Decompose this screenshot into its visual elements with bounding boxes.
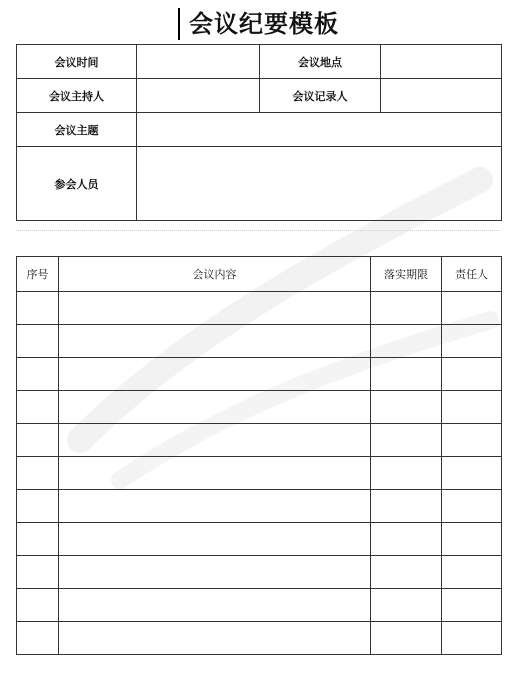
- attendees-field[interactable]: [137, 147, 502, 221]
- section-divider: [16, 230, 501, 231]
- table-row: [17, 589, 502, 622]
- deadline-cell[interactable]: [371, 490, 442, 523]
- meeting-info-table: [16, 44, 502, 221]
- number-cell[interactable]: [17, 589, 59, 622]
- table-row: [17, 325, 502, 358]
- deadline-cell[interactable]: [371, 556, 442, 589]
- number-cell[interactable]: [17, 556, 59, 589]
- topic-field[interactable]: [137, 113, 502, 147]
- content-cell[interactable]: [59, 457, 371, 490]
- responsible-cell[interactable]: [442, 622, 502, 655]
- content-cell[interactable]: [59, 325, 371, 358]
- responsible-cell[interactable]: [442, 358, 502, 391]
- location-label: 会议地点: [260, 45, 381, 79]
- deadline-cell[interactable]: [371, 424, 442, 457]
- responsible-cell[interactable]: [442, 457, 502, 490]
- content-cell[interactable]: [59, 292, 371, 325]
- table-row: [17, 358, 502, 391]
- location-field[interactable]: [381, 45, 502, 79]
- number-cell[interactable]: [17, 523, 59, 556]
- table-row: [17, 556, 502, 589]
- host-field[interactable]: [137, 79, 260, 113]
- header-responsible: 责任人: [442, 257, 502, 292]
- time-field[interactable]: [137, 45, 260, 79]
- meeting-content-table: [16, 256, 502, 655]
- number-cell[interactable]: [17, 622, 59, 655]
- time-label: 会议时间: [17, 45, 137, 79]
- number-cell[interactable]: [17, 457, 59, 490]
- table-row: [17, 391, 502, 424]
- responsible-cell[interactable]: [442, 523, 502, 556]
- content-cell[interactable]: [59, 424, 371, 457]
- number-cell[interactable]: [17, 391, 59, 424]
- text-cursor: [178, 8, 180, 40]
- host-label: 会议主持人: [17, 79, 137, 113]
- content-cell[interactable]: [59, 556, 371, 589]
- number-cell[interactable]: [17, 325, 59, 358]
- content-cell[interactable]: [59, 358, 371, 391]
- deadline-cell[interactable]: [371, 391, 442, 424]
- responsible-cell[interactable]: [442, 589, 502, 622]
- table-row: [17, 490, 502, 523]
- content-rows: [17, 292, 502, 655]
- deadline-cell[interactable]: [371, 457, 442, 490]
- deadline-cell[interactable]: [371, 292, 442, 325]
- responsible-cell[interactable]: [442, 490, 502, 523]
- deadline-cell[interactable]: [371, 325, 442, 358]
- number-cell[interactable]: [17, 424, 59, 457]
- responsible-cell[interactable]: [442, 391, 502, 424]
- content-cell[interactable]: [59, 523, 371, 556]
- content-cell[interactable]: [59, 589, 371, 622]
- number-cell[interactable]: [17, 292, 59, 325]
- header-deadline: 落实期限: [371, 257, 442, 292]
- content-cell[interactable]: [59, 622, 371, 655]
- header-content: 会议内容: [59, 257, 371, 292]
- recorder-field[interactable]: [381, 79, 502, 113]
- content-cell[interactable]: [59, 391, 371, 424]
- content-cell[interactable]: [59, 490, 371, 523]
- responsible-cell[interactable]: [442, 325, 502, 358]
- table-row: [17, 457, 502, 490]
- attendees-label: 参会人员: [17, 147, 137, 221]
- number-cell[interactable]: [17, 490, 59, 523]
- table-header-row: [17, 257, 502, 292]
- table-row: [17, 292, 502, 325]
- responsible-cell[interactable]: [442, 556, 502, 589]
- table-row: [17, 523, 502, 556]
- header-number: 序号: [17, 257, 59, 292]
- number-cell[interactable]: [17, 358, 59, 391]
- deadline-cell[interactable]: [371, 589, 442, 622]
- deadline-cell[interactable]: [371, 523, 442, 556]
- deadline-cell[interactable]: [371, 622, 442, 655]
- responsible-cell[interactable]: [442, 424, 502, 457]
- deadline-cell[interactable]: [371, 358, 442, 391]
- topic-label: 会议主题: [17, 113, 137, 147]
- recorder-label: 会议记录人: [260, 79, 381, 113]
- document-title: 会议纪要模板: [189, 10, 339, 38]
- table-row: [17, 424, 502, 457]
- responsible-cell[interactable]: [442, 292, 502, 325]
- table-row: [17, 622, 502, 655]
